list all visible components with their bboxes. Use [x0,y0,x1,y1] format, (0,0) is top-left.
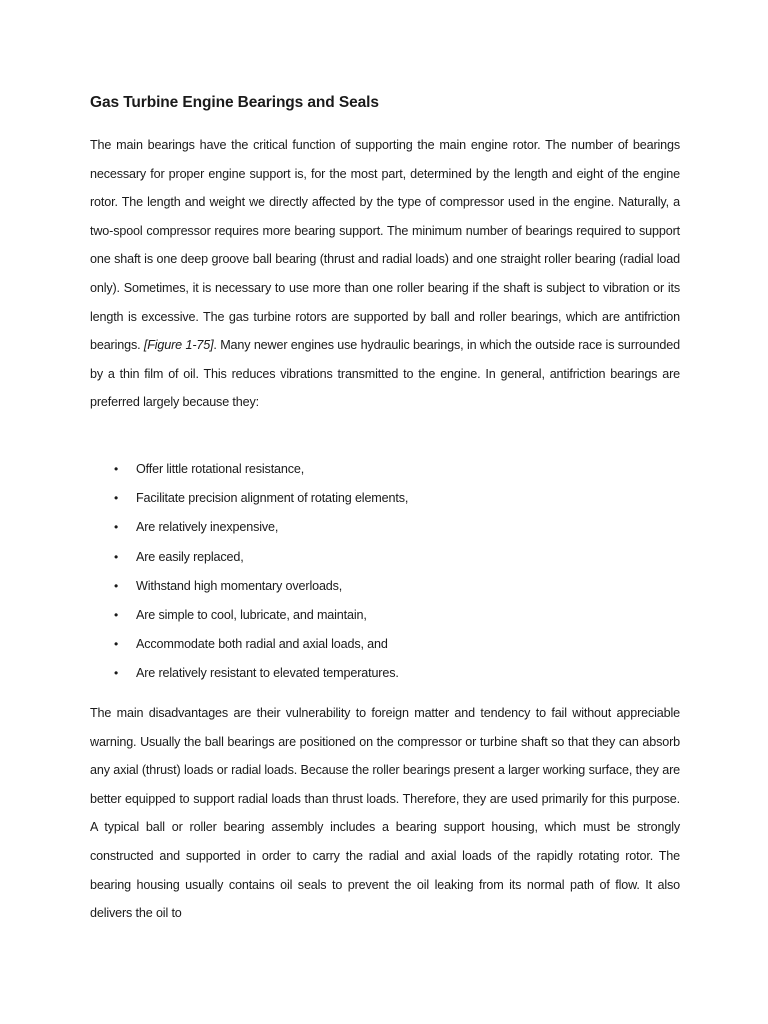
list-item-text: Facilitate precision alignment of rotating elements, [136,491,409,506]
list-item [90,513,680,542]
bullet-icon: • [114,462,119,476]
list-item [90,543,680,572]
bullet-icon: • [114,520,119,535]
bullet-icon: • [114,549,119,564]
intro-text-after-ref: . Many newer engines use hydraulic bearings, in which the outside race is surrounded by a thin film of oil. This reduces vibrations transmitted to the engine. In general, antifriction bearings are preferred largely because they: [90,338,680,410]
bullet-icon: • [114,637,119,652]
list-item [90,601,680,630]
list-item [90,572,680,601]
list-item-text: Are simple to cool, lubricate, and maintain, [136,607,367,622]
list-item [90,484,680,513]
list-item-text: Offer little rotational resistance, [136,462,305,476]
advantages-list [90,455,680,689]
intro-paragraph [90,131,680,417]
list-item [90,659,680,688]
document-title: Gas Turbine Engine Bearings and Seals [90,94,379,111]
bullet-icon: • [114,666,119,681]
bullet-icon: • [114,578,119,593]
list-item [90,630,680,659]
list-item-text: Are relatively inexpensive, [136,520,279,535]
list-item-text: Are easily replaced, [136,549,244,564]
list-item-text: Are relatively resistant to elevated temperatures. [136,666,399,681]
bullet-icon: • [114,491,119,506]
list-item-text: Withstand high momentary overloads, [136,578,343,593]
list-item-text: Accommodate both radial and axial loads, and [136,637,388,652]
bullet-icon: • [114,607,119,622]
intro-text-before-ref: The main bearings have the critical function of supporting the main engine rotor. The number of bearings necessary for proper engine support is, for the most part, determined by the length and eight of the engine rotor. The length and weight we directly affected by the type of compressor used in the engine. Naturally, a two-spool compressor requires more bearing support. The minimum number of bearings required to support one shaft is one deep groove ball bearing (thrust and radial loads) and one straight roller bearing (radial load only). Sometimes, it is necessary to use more than one roller bearing if the shaft is subject to vibration or its length is excessive. The gas turbine rotors are supported by ball and roller bearings, which are antifriction bearings. [90,138,680,353]
figure-reference: [Figure 1-75] [143,338,214,353]
list-item [90,455,680,484]
disadvantages-paragraph: The main disadvantages are their vulnerability to foreign matter and tendency to fail without appreciable warning. Usually the ball bearings are positioned on the compressor or turbine shaft so that they can absorb any axial (thrust) loads or radial loads. Because the roller bearings present a larger working surface, they are better equipped to support radial loads than thrust loads. Therefore, they are used primarily for this purpose. A typical ball or roller bearing assembly includes a bearing support housing, which must be strongly constructed and supported in order to carry the radial and axial loads of the rapidly rotating rotor. The bearing housing usually contains oil seals to prevent the oil leaking from its normal path of flow. It also delivers the oil to [90,706,680,921]
